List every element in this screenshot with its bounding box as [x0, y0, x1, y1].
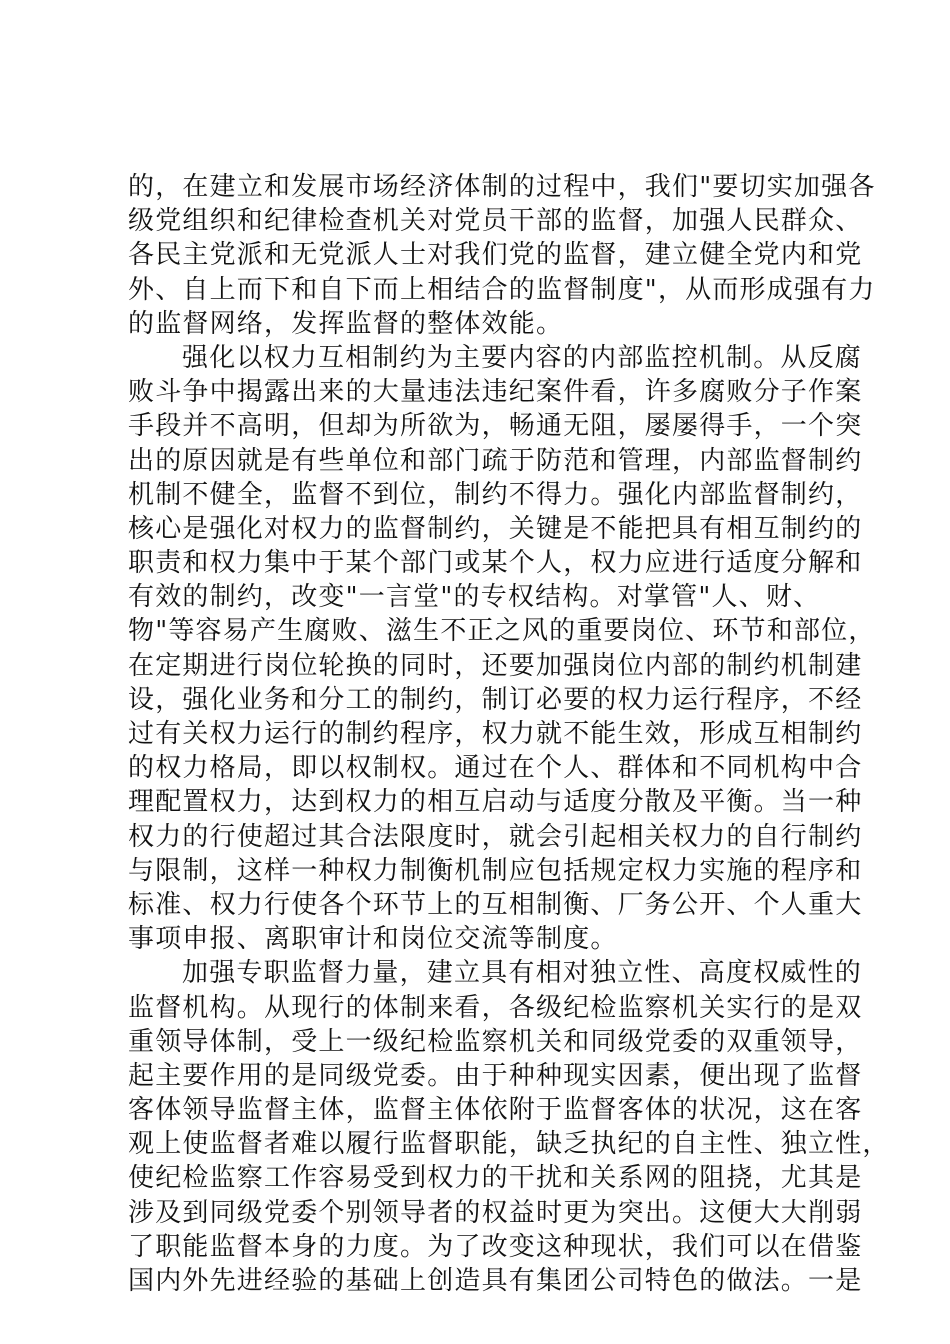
- text-line: 起主要作用的是同级党委。由于种种现实因素，便出现了监督: [128, 1060, 863, 1091]
- text-line: 事项申报、离职审计和岗位交流等制度。: [128, 924, 618, 955]
- text-line: 有效的制约，改变"一言堂"的专权结构。对掌管"人、财、: [128, 582, 821, 613]
- text-line: 级党组织和纪律检查机关对党员干部的监督，加强人民群众、: [128, 206, 863, 237]
- text-line: 在定期进行岗位轮换的同时，还要加强岗位内部的制约机制建: [128, 650, 863, 681]
- text-line: 设，强化业务和分工的制约，制订必要的权力运行程序，不经: [128, 684, 863, 715]
- text-line: 监督机构。从现行的体制来看，各级纪检监察机关实行的是双: [128, 992, 863, 1023]
- text-line: 客体领导监督主体，监督主体依附于监督客体的状况，这在客: [128, 1095, 863, 1126]
- text-line: 与限制，这样一种权力制衡机制应包括规定权力实施的程序和: [128, 855, 863, 886]
- text-line: 重领导体制，受上一级纪检监察机关和同级党委的双重领导，: [128, 1026, 863, 1057]
- text-line: 职责和权力集中于某个部门或某个人，权力应进行适度分解和: [128, 548, 863, 579]
- text-line: 的监督网络，发挥监督的整体效能。: [128, 308, 564, 339]
- text-line: 各民主党派和无党派人士对我们党的监督，建立健全党内和党: [128, 240, 863, 271]
- text-line: 国内外先进经验的基础上创造具有集团公司特色的做法。一是: [128, 1266, 863, 1296]
- paragraph-start-line: 强化以权力互相制约为主要内容的内部监控机制。从反腐: [182, 342, 863, 373]
- text-line: 出的原因就是有些单位和部门疏于防范和管理，内部监督制约: [128, 445, 863, 476]
- text-line: 外、自上而下和自下而上相结合的监督制度"，从而形成强有力: [128, 274, 876, 305]
- text-line: 过有关权力运行的制约程序，权力就不能生效，形成互相制约: [128, 719, 863, 749]
- document-body: [128, 170, 890, 1298]
- text-line: 核心是强化对权力的监督制约，关键是不能把具有相互制约的: [128, 513, 863, 544]
- text-line: 败斗争中揭露出来的大量违法违纪案件看，许多腐败分子作案: [128, 377, 863, 408]
- text-line: 的权力格局，即以权制权。通过在个人、群体和不同机构中合: [128, 753, 863, 784]
- text-line: 手段并不高明，但却为所欲为，畅通无阻，屡屡得手，一个突: [128, 411, 863, 442]
- text-line: 使纪检监察工作容易受到权力的干扰和关系网的阻挠，尤其是: [128, 1163, 863, 1194]
- text-line: 的，在建立和发展市场经济体制的过程中，我们"要切实加强各: [128, 172, 876, 202]
- text-line: 理配置权力，达到权力的相互启动与适度分散及平衡。当一种: [128, 787, 863, 818]
- text-line: 了职能监督本身的力度。为了改变这种现状，我们可以在借鉴: [128, 1231, 863, 1262]
- text-line: 物"等容易产生腐败、滋生不正之风的重要岗位、环节和部位，: [128, 616, 876, 647]
- paragraph-start-line: 加强专职监督力量，建立具有相对独立性、高度权威性的: [182, 958, 863, 989]
- text-line: 观上使监督者难以履行监督职能，缺乏执纪的自主性、独立性，: [128, 1129, 890, 1160]
- text-line: 涉及到同级党委个别领导者的权益时更为突出。这便大大削弱: [128, 1197, 863, 1228]
- text-line: 机制不健全，监督不到位，制约不得力。强化内部监督制约，: [128, 479, 863, 510]
- text-line: 标准、权力行使各个环节上的互相制衡、厂务公开、个人重大: [128, 889, 863, 920]
- text-line: 权力的行使超过其合法限度时，就会引起相关权力的自行制约: [128, 821, 863, 852]
